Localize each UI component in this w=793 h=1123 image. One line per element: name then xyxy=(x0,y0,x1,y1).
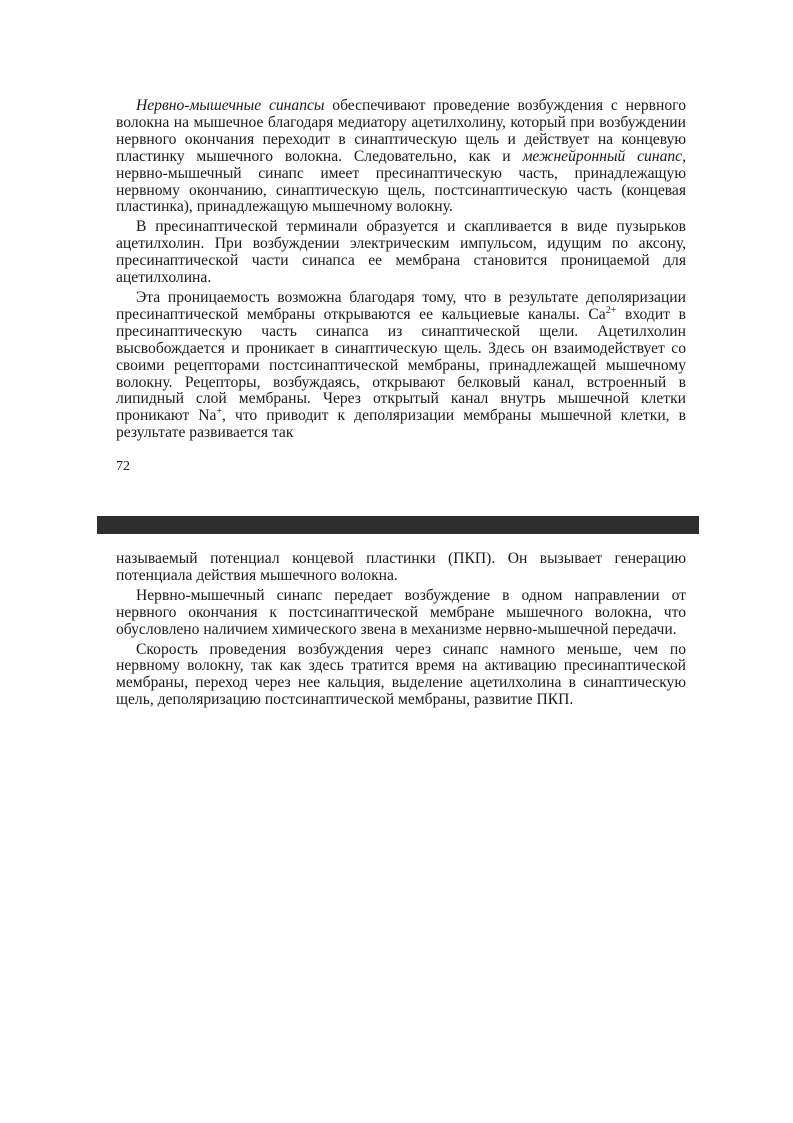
term-neuromuscular-synapses: Нервно-мышечные синапсы xyxy=(136,97,325,114)
paragraph: называемый потенциал концевой пластинки (ПКП). Он вызывает генерацию потенциала действия мышечного волокна. xyxy=(116,550,686,584)
page-separator-bar xyxy=(97,516,699,534)
paragraph: Нервно-мышечный синапс передает возбуждение в одном направлении от нервного окончания к постсинаптической мембране мышечного волокна, что обусловлено наличием химического звена в механизме нервно-мышечной передачи. xyxy=(116,586,686,638)
paragraph: В пресинаптической терминали образуется и скапливается в виде пузырьков ацетилхолин. При возбуждении электрическим импульсом, идущим по аксону, пресинаптической части синапса ее мембрана становится проницаемой для ацетилхолина. xyxy=(116,218,686,287)
paragraph: Эта проницаемость возможна благодаря тому, что в результате деполяризации пресинаптической мембраны открываются ее кальциевые каналы. $Ca^{2+}$ входит в пресинаптическую часть синапса из синаптической щели. Ацетилхолин высвобождается и проникает в синаптическую щель. Здесь он взаимодействует со своими рецепторами постсинаптической мембраны, принадлежащей мышечному волокну. Рецепторы, возбуждаясь, открывают белковый канал, встроенный в липидный слой мембраны. Через открытый канал внутрь мышечной клетки проникают Na+, что приводит к деполяризации мембраны мышечной клетки, в результате развивается так xyxy=(116,288,686,442)
superscript: + xyxy=(216,406,223,418)
superscript: 2+ xyxy=(605,304,617,316)
page-number: 72 xyxy=(116,459,130,474)
top-text-block xyxy=(116,98,686,442)
paragraph: Нервно-мышечные синапсы обеспечивают проведение возбуждения с нервного волокна на мышечное благодаря медиатору ацетилхолину, который при возбуждении нервного окончания переходит в синаптическую щель и действует на концевую пластинку мышечного волокна. Следовательно, как и межнейронный синапс, нервно-мышечный синапс имеет пресинаптическую часть, принадлежащую нервному окончанию, синаптическую щель, постсинаптическую часть (концевая пластинка), принадлежащую мышечному волокну. xyxy=(116,97,686,216)
bottom-text-block xyxy=(116,551,686,709)
term-interneuronal-synapse: межнейронный синапс xyxy=(522,147,683,165)
paragraph: Скорость проведения возбуждения через синапс намного меньше, чем по нервному волокну, так как здесь тратится время на активацию пресинаптической мембраны, переход через нее кальция, выделение ацетилхолина в синаптическую щель, деполяризацию постсинаптической мембраны, развитие ПКП. xyxy=(116,640,686,709)
